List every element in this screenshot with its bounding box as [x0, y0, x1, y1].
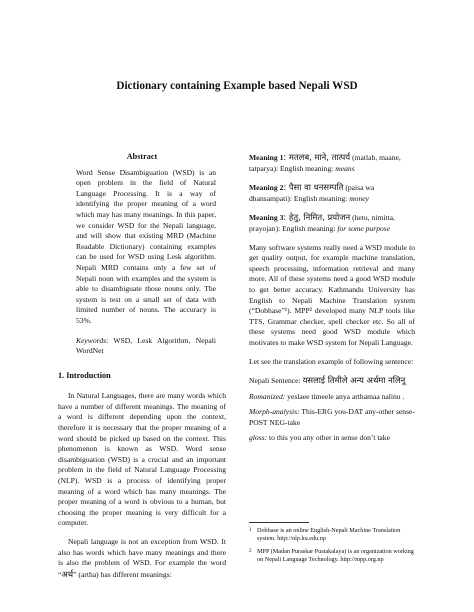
meaning-item	[249, 152, 415, 174]
meaning-roman: (paisa wa dhansampati): English meaning:	[249, 183, 375, 203]
nepali-sentence	[249, 375, 415, 387]
footnote	[249, 548, 415, 565]
morph-text: This-ERG you-DAT any-other sense-POST NEG-take	[249, 407, 415, 427]
keywords	[58, 336, 226, 357]
meaning-label: Meaning 1	[249, 153, 284, 162]
romanized-label: Romanized:	[249, 391, 286, 401]
footnote-mark: 1	[249, 528, 252, 533]
meaning-roman: (hetu, nimitta, prayojan): English meaning:	[249, 213, 395, 233]
abstract-heading: Abstract	[126, 152, 158, 161]
footnote-text: MPP (Madan Puraskar Pustakalaya) is an organization working on Nepali Language Technology. http://mpp.org.np	[257, 547, 414, 564]
keywords-text: : WSD, Lesk Algorithm, Nepali WordNet	[76, 335, 216, 356]
abstract-text: Word Sense Disambiguation (WSD) is an open problem in the field of Natural Language Processing. It is a way of identifying the proper meaning of a word which may has many meanings. In this paper, we consider WSD for the Nepali language, and will show that existing MRD (Machine Readable Dictionary) containing examples can be used for WSD using Lesk algorithm. Nepali MRD contains only a few set of Nepali noun with examples and the system is able to disambiguate those nouns only. The system is test on a small set of data with limited number of nouns. The accuracy is 53%.	[76, 167, 216, 325]
meaning-gloss: for some purpose	[337, 223, 391, 233]
meaning-roman: (matlab, maane, tatparya): English meaning:	[249, 153, 401, 173]
meaning-gloss: means	[335, 163, 355, 173]
intro-paragraph-2	[58, 537, 226, 580]
meaning-label: Meaning 2	[249, 183, 284, 193]
intro-p2-part-b: ” (artha) has different meanings:	[73, 569, 172, 579]
right-paragraph-1: Many software systems really need a WSD module to get quality output, for example machine translation, speech processing, information retrieval and many more. All of these systems need a good WSD module to get better accuracy. Kathmandu University has English to Nepali Machine Translation system (“Dobhase”¹). MPP² developed many NLP tools like TTS, Grammar checker, spell checker etc. So all of these systems need good WSD module which motivates to make WSD system for Nepali Language.	[249, 242, 415, 347]
paper-title: Dictionary containing Example based Nepali WSD	[116, 80, 358, 92]
gloss-line	[249, 433, 415, 444]
meaning-devanagari: : हेतु, निमित, प्रयोजन	[283, 212, 351, 223]
morph-line	[249, 407, 415, 428]
right-paragraph-2: Let see the translation example of following sentence:	[249, 356, 414, 366]
gloss-text: to this you any other in sense don’t take	[267, 433, 390, 443]
gloss-label: gloss:	[249, 433, 268, 443]
meaning-devanagari: : मतलब, माने, तात्पर्य	[283, 152, 351, 162]
nepali-sentence-label: Nepali Sentence:	[249, 376, 303, 386]
footnote-text: Dobhase is an online English-Nepali Machine Translation system. http://nlp.ku.edu.np	[257, 527, 401, 543]
artha-devanagari: अर्थ	[61, 568, 74, 579]
footnote	[249, 527, 415, 544]
keywords-label: Keywords	[76, 335, 107, 345]
meaning-label: Meaning 3	[249, 213, 284, 223]
morph-label: Morph-analysis:	[249, 407, 300, 417]
left-column	[58, 152, 226, 588]
romanized-text: yeslaee timeele anya arthamaa nalinu .	[285, 391, 405, 401]
intro-p2-part-a: Nepali language is not an exception from WSD. It also has words which have many meanings and there is also the problem of WSD. For example the word “	[58, 537, 226, 579]
footnotes	[249, 522, 415, 569]
right-column	[249, 152, 415, 449]
romanized-line	[249, 392, 415, 403]
footnote-mark: 2	[249, 548, 252, 554]
meaning-devanagari: : पैसा वा धनसम्पति	[283, 182, 344, 193]
meaning-item	[249, 212, 415, 234]
meaning-item	[249, 182, 415, 204]
intro-paragraph-1: In Natural Languages, there are many words which have a number of different meanings. The meaning of a word is different depending upon the context, therefore it is necessary that the proper meaning of a word should be picked up based on the context. This phenomenon is known as WSD. Word sense disambiguation (WSD) is a crucial and an important problem in the field of Natural Language Processing (NLP). WSD is a process of identifying proper meaning of a word which has many meanings. The proper meaning of a word is obvious to a human, but choosing the proper meaning is very difficult for a computer.	[58, 391, 226, 528]
meaning-gloss: money	[349, 193, 370, 203]
footnote-rule	[249, 522, 309, 523]
section-heading-introduction: 1. Introduction	[58, 370, 111, 380]
nepali-sentence-devanagari: यसलाई तिमीले अन्य अर्थमा नलिनू	[302, 375, 406, 386]
